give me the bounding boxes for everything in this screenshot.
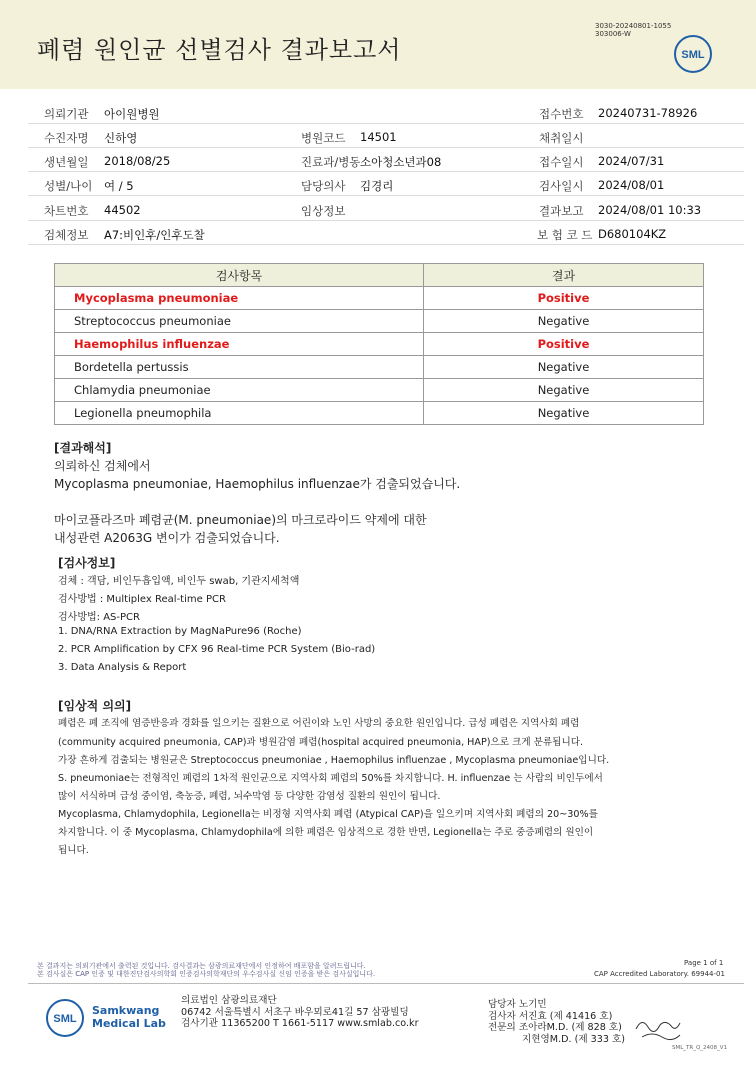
exam-info-line: 검체 : 객담, 비인두흡입액, 비인두 swab, 기관지세척액 xyxy=(58,576,300,587)
report-time-value: 2024/08/01 10:33 xyxy=(598,203,702,217)
address-line: 검사기관 11365200 T 1661-5117 www.smlab.co.kr xyxy=(181,1018,419,1029)
doctor-value: 김경리 xyxy=(360,179,394,193)
report-time-label: 결과보고 xyxy=(539,204,584,218)
institution-value: 아이원병원 xyxy=(104,107,160,121)
institution-label: 의뢰기관 xyxy=(44,107,89,121)
results-header-row xyxy=(55,264,704,287)
chart-no-label: 차트번호 xyxy=(44,204,89,218)
interpretation-title: [결과해석] xyxy=(54,441,112,455)
table-row xyxy=(55,333,704,356)
brand-name xyxy=(92,1004,166,1030)
info-divider xyxy=(28,220,744,221)
document-code-line-1: 3030-20240801-1055 xyxy=(595,22,672,30)
exam-date-value: 2024/08/01 xyxy=(598,178,665,192)
specimen-label: 검체정보 xyxy=(44,228,89,242)
table-row xyxy=(55,356,704,379)
document-code xyxy=(595,22,671,38)
footer-divider xyxy=(28,983,744,984)
exam-info-line: 검사방법: AS-PCR xyxy=(58,612,140,623)
results-header-result: 결과 xyxy=(424,264,704,287)
patient-value: 신하영 xyxy=(104,131,138,145)
info-divider xyxy=(28,123,744,124)
test-result: Negative xyxy=(424,379,704,402)
insurance-code-value: D680104KZ xyxy=(598,227,667,241)
receipt-date-label: 접수일시 xyxy=(539,155,584,169)
test-item: Chlamydia pneumoniae xyxy=(55,379,424,402)
test-item: Bordetella pertussis xyxy=(55,356,424,379)
hospital-code-label: 병원코드 xyxy=(301,131,346,145)
clinical-line: 폐렴은 폐 조직에 염증반응과 경화를 일으키는 질환으로 어린이와 노인 사망의 중요한 원인입니다. 급성 폐렴은 지역사회 폐렴 xyxy=(58,718,580,729)
sex-age-value: 여 / 5 xyxy=(104,179,134,193)
staff-line: 담당자 노기민 xyxy=(488,999,547,1010)
staff-line: 지현영M.D. (제 333 호) xyxy=(522,1033,626,1045)
address-line: 의료법인 삼광의료재단 xyxy=(181,995,277,1006)
sex-age-label: 성별/나이 xyxy=(44,179,93,193)
report-header xyxy=(0,0,756,89)
test-result: Positive xyxy=(424,333,704,356)
interpretation-line: 의뢰하신 검체에서 xyxy=(54,459,151,473)
exam-info-line: 검사방법 : Multiplex Real-time PCR xyxy=(58,594,226,605)
receipt-date-value: 2024/07/31 xyxy=(598,154,665,168)
signature-icon xyxy=(632,1011,684,1043)
clinical-line: 가장 흔하게 검출되는 병원균은 Streptococcus pneumoniae , Haemophilus influenzae , Mycoplasma pneumoniae입니다. xyxy=(58,755,610,766)
exam-date-label: 검사일시 xyxy=(539,179,584,193)
receipt-no-value: 20240731-78926 xyxy=(598,106,698,120)
info-divider xyxy=(28,147,744,148)
clinical-significance-title: [임상적 의의] xyxy=(58,699,132,713)
test-item: Streptococcus pneumoniae xyxy=(55,310,424,333)
sml-footer-logo-text: SML xyxy=(53,1013,77,1025)
form-code: SML_TR_Q_2408_V1 xyxy=(672,1045,728,1051)
lab-address xyxy=(181,995,419,1030)
test-item: Legionella pneumophila xyxy=(55,402,424,425)
footer-warning-line-1: 본 결과지는 의뢰기관에서 출력된 것입니다. 검사결과는 삼광의료재단에서 인정하여 배포함을 알려드립니다. xyxy=(37,962,366,970)
exam-info-title: [검사정보] xyxy=(58,556,116,570)
cap-accreditation: CAP Accredited Laboratory. 69944-01 xyxy=(594,970,725,978)
dob-label: 생년월일 xyxy=(44,155,89,169)
table-row xyxy=(55,379,704,402)
results-header-item: 검사항목 xyxy=(55,264,424,287)
results-table xyxy=(54,263,704,425)
sml-footer-logo-icon xyxy=(45,998,85,1038)
staff-line: 검사자 서진효 (제 41416 호) xyxy=(488,1010,613,1022)
staff-line: 전문의 조아라M.D. (제 828 호) xyxy=(488,1022,622,1033)
test-result: Negative xyxy=(424,402,704,425)
dept-value: 소아청소년과08 xyxy=(360,155,442,169)
receipt-no-label: 접수번호 xyxy=(539,107,584,121)
brand-name-line-1: Samkwang xyxy=(92,1004,160,1017)
clinical-line: 차지합니다. 이 중 Mycoplasma, Chlamydophila에 의한 폐렴은 임상적으로 경한 반면, Legionella는 주로 중증폐렴의 원인이 xyxy=(58,827,594,838)
clinical-line: 많이 서식하며 급성 중이염, 축농증, 폐렴, 뇌수막염 등 다양한 감염성 질환의 원인이 됩니다. xyxy=(58,791,441,802)
clinical-line: (community acquired pneumonia, CAP)과 병원감염 폐렴(hospital acquired pneumonia, HAP)으로 크게 분류됩니다. xyxy=(58,737,584,748)
sml-logo-icon xyxy=(673,34,713,74)
test-result: Negative xyxy=(424,310,704,333)
test-result: Positive xyxy=(424,287,704,310)
interpretation-line: Mycoplasma pneumoniae, Haemophilus influenzae가 검출되었습니다. xyxy=(54,477,461,491)
test-item: Mycoplasma pneumoniae xyxy=(55,287,424,310)
footer-warning xyxy=(37,962,375,978)
document-code-line-2: 303006-W xyxy=(595,30,631,38)
test-result: Negative xyxy=(424,356,704,379)
hospital-code-value: 14501 xyxy=(360,130,397,144)
report-title: 폐렴 원인균 선별검사 결과보고서 xyxy=(37,36,402,64)
collection-label: 채취일시 xyxy=(539,131,584,145)
exam-info-line: 3. Data Analysis & Report xyxy=(58,662,187,673)
insurance-code-label: 보 험 코 드 xyxy=(537,228,593,242)
exam-info-line: 2. PCR Amplification by CFX 96 Real-time PCR System (Bio-rad) xyxy=(58,644,376,655)
footer-warning-line-2: 본 검사실은 CAP 인증 및 대한진단검사의학회 인증검사의학재단의 우수검사실 신임 인증을 받은 검사실입니다. xyxy=(37,970,376,978)
specimen-value: A7:비인후/인후도찰 xyxy=(104,228,205,242)
page-number: Page 1 of 1 xyxy=(684,959,724,967)
info-divider xyxy=(28,244,744,245)
brand-name-line-2: Medical Lab xyxy=(92,1017,166,1030)
sml-logo-text: SML xyxy=(681,49,705,61)
info-divider xyxy=(28,171,744,172)
table-row xyxy=(55,287,704,310)
interpretation-line: 마이코플라즈마 폐렴균(M. pneumoniae)의 마크로라이드 약제에 대한 xyxy=(54,513,427,527)
interpretation-line: 내성관련 A2063G 변이가 검출되었습니다. xyxy=(54,531,280,545)
address-line: 06742 서울특별시 서초구 바우뫼로41길 57 삼광빌딩 xyxy=(181,1006,409,1018)
exam-info-line: 1. DNA/RNA Extraction by MagNaPure96 (Roche) xyxy=(58,626,302,637)
table-row xyxy=(55,310,704,333)
clinical-line: 됩니다. xyxy=(58,845,89,856)
table-row xyxy=(55,402,704,425)
clinical-line: S. pneumoniae는 전형적인 폐렴의 1차적 원인균으로 지역사회 폐렴의 50%를 차지합니다. H. influenzae 는 사람의 비인두에서 xyxy=(58,773,603,784)
info-divider xyxy=(28,195,744,196)
dob-value: 2018/08/25 xyxy=(104,154,171,168)
test-item: Haemophilus influenzae xyxy=(55,333,424,356)
staff-list xyxy=(488,999,625,1045)
dept-label: 진료과/병동 xyxy=(301,155,361,169)
clinical-line: Mycoplasma, Chlamydophila, Legionella는 비정형 지역사회 폐렴 (Atypical CAP)을 일으키며 지역사회 폐렴의 20~30%를 xyxy=(58,809,598,820)
patient-label: 수진자명 xyxy=(44,131,89,145)
chart-no-value: 44502 xyxy=(104,203,141,217)
clinical-label: 임상정보 xyxy=(301,204,346,218)
doctor-label: 담당의사 xyxy=(301,179,346,193)
